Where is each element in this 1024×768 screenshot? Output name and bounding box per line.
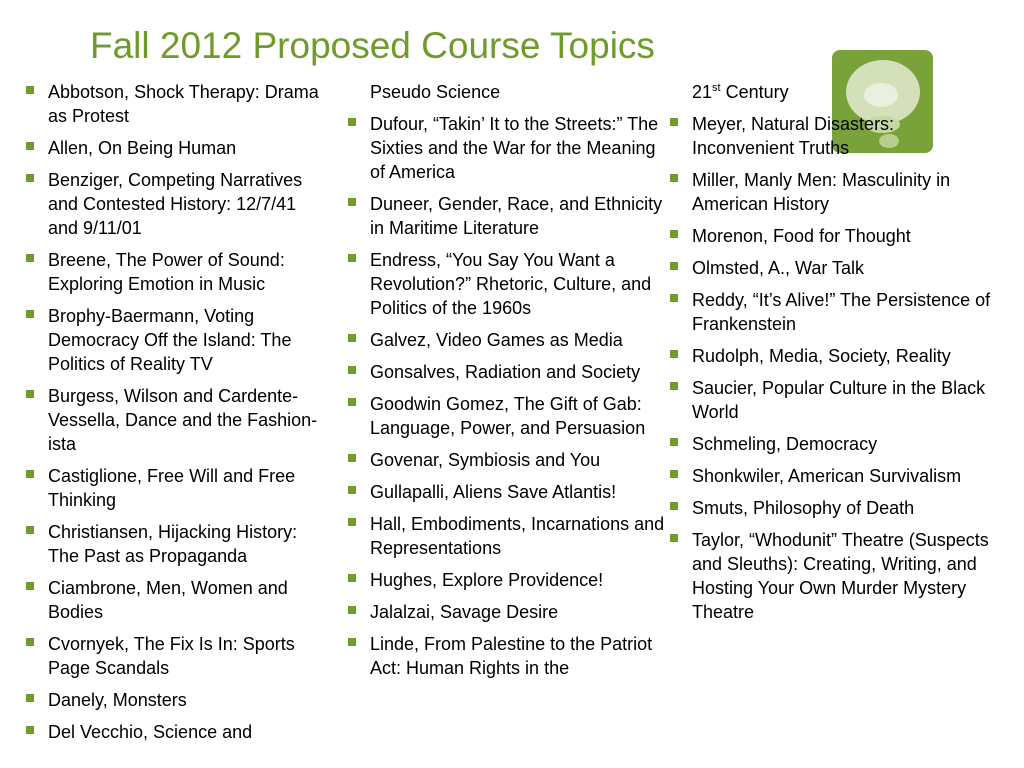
list-item-text: Rudolph, Media, Society, Reality: [692, 346, 951, 366]
list-item-text: Ciambrone, Men, Women and Bodies: [48, 578, 288, 622]
list-item: [26, 136, 331, 160]
square-bullet-icon: [348, 606, 356, 614]
list-item: [348, 512, 668, 560]
square-bullet-icon: [670, 118, 678, 126]
list-item-text: Dufour, “Takin’ It to the Streets:” The Sixties and the War for the Meaning of America: [370, 114, 659, 182]
continuation-text: Century: [720, 82, 789, 102]
square-bullet-icon: [348, 366, 356, 374]
square-bullet-icon: [348, 518, 356, 526]
list-item-text: Taylor, “Whodunit” Theatre (Suspects and Sleuths): Creating, Writing, and Hosting Your Own Murder Mystery Theatre: [692, 530, 989, 622]
century-number: 21: [692, 82, 713, 102]
list-item: [26, 720, 331, 744]
list-item: [26, 384, 331, 456]
square-bullet-icon: [26, 254, 34, 262]
square-bullet-icon: [26, 86, 34, 94]
list-item: [348, 632, 668, 680]
list-item-text: Reddy, “It’s Alive!” The Persistence of Frankenstein: [692, 290, 991, 334]
square-bullet-icon: [348, 118, 356, 126]
square-bullet-icon: [26, 638, 34, 646]
square-bullet-icon: [26, 726, 34, 734]
list-item-continuation: [670, 80, 1000, 104]
list-item: [348, 600, 668, 624]
list-item: [670, 376, 1000, 424]
list-item-text: Galvez, Video Games as Media: [370, 330, 623, 350]
list-item: [348, 568, 668, 592]
list-item-text: Christiansen, Hijacking History: The Past as Propaganda: [48, 522, 298, 566]
square-bullet-icon: [26, 470, 34, 478]
list-item: [348, 192, 668, 240]
list-item-text: Jalalzai, Savage Desire: [370, 602, 559, 622]
list-item-text: Saucier, Popular Culture in the Black World: [692, 378, 986, 422]
list-item: [348, 360, 668, 384]
square-bullet-icon: [670, 382, 678, 390]
list-item: [670, 344, 1000, 368]
list-item-text: Linde, From Palestine to the Patriot Act: Human Rights in the: [370, 634, 653, 678]
list-item-text: Endress, “You Say You Want a Revolution?” Rhetoric, Culture, and Politics of the 1960s: [370, 250, 652, 318]
list-item-text: Shonkwiler, American Survivalism: [692, 466, 962, 486]
list-item: [348, 392, 668, 440]
list-item-text: Benziger, Competing Narratives and Contested History: 12/7/41 and 9/11/01: [48, 170, 303, 238]
square-bullet-icon: [348, 334, 356, 342]
ordinal-suffix: st: [712, 82, 721, 94]
list-item: [26, 248, 331, 296]
list-item-text: Gonsalves, Radiation and Society: [370, 362, 641, 382]
square-bullet-icon: [348, 486, 356, 494]
list-item: [26, 632, 331, 680]
square-bullet-icon: [670, 502, 678, 510]
square-bullet-icon: [670, 534, 678, 542]
square-bullet-icon: [348, 398, 356, 406]
topic-column-1: [26, 80, 331, 752]
list-item-text: Smuts, Philosophy of Death: [692, 498, 915, 518]
square-bullet-icon: [670, 174, 678, 182]
square-bullet-icon: [348, 454, 356, 462]
list-item-text: Danely, Monsters: [48, 690, 187, 710]
square-bullet-icon: [26, 694, 34, 702]
list-item: [670, 432, 1000, 456]
square-bullet-icon: [26, 142, 34, 150]
list-item: [670, 168, 1000, 216]
square-bullet-icon: [670, 470, 678, 478]
list-item-text: Miller, Manly Men: Masculinity in American History: [692, 170, 951, 214]
list-item: [26, 520, 331, 568]
list-item: [670, 496, 1000, 520]
list-item: [348, 112, 668, 184]
list-item: [670, 464, 1000, 488]
list-item: [670, 224, 1000, 248]
square-bullet-icon: [26, 390, 34, 398]
slide-title: Fall 2012 Proposed Course Topics: [90, 25, 655, 66]
list-item: [348, 248, 668, 320]
list-item-text: Allen, On Being Human: [48, 138, 237, 158]
list-item-text: Cvornyek, The Fix Is In: Sports Page Scandals: [48, 634, 295, 678]
list-item-text: Brophy-Baermann, Voting Democracy Off the Island: The Politics of Reality TV: [48, 306, 292, 374]
square-bullet-icon: [670, 294, 678, 302]
list-item-continuation: Pseudo Science: [370, 82, 501, 102]
topic-column-2: [348, 80, 668, 688]
square-bullet-icon: [348, 198, 356, 206]
list-item: [348, 480, 668, 504]
list-item: [670, 288, 1000, 336]
list-item-text: Burgess, Wilson and Cardente-Vessella, Dance and the Fashion-ista: [48, 386, 318, 454]
list-item-text: Goodwin Gomez, The Gift of Gab: Language, Power, and Persuasion: [370, 394, 646, 438]
list-item: [26, 168, 331, 240]
square-bullet-icon: [670, 262, 678, 270]
square-bullet-icon: [26, 310, 34, 318]
list-item: [348, 328, 668, 352]
list-item: [670, 528, 1000, 624]
square-bullet-icon: [26, 526, 34, 534]
list-item-text: Del Vecchio, Science and: [48, 722, 253, 742]
list-item-text: Gullapalli, Aliens Save Atlantis!: [370, 482, 617, 502]
square-bullet-icon: [26, 174, 34, 182]
square-bullet-icon: [348, 574, 356, 582]
list-item: [26, 304, 331, 376]
list-item: [26, 464, 331, 512]
square-bullet-icon: [670, 438, 678, 446]
list-item-text: Hall, Embodiments, Incarnations and Representations: [370, 514, 665, 558]
list-item: [670, 112, 1000, 160]
list-item: [670, 256, 1000, 280]
list-item-text: Morenon, Food for Thought: [692, 226, 911, 246]
list-item: [26, 576, 331, 624]
list-item: [348, 448, 668, 472]
list-item-text: Abbotson, Shock Therapy: Drama as Protest: [48, 82, 319, 126]
list-item-text: Hughes, Explore Providence!: [370, 570, 604, 590]
square-bullet-icon: [348, 254, 356, 262]
list-item-text: Castiglione, Free Will and Free Thinking: [48, 466, 296, 510]
list-item: [26, 80, 331, 128]
list-item-text: Meyer, Natural Disasters: Inconvenient Truths: [692, 114, 895, 158]
list-item-text: Breene, The Power of Sound: Exploring Emotion in Music: [48, 250, 285, 294]
list-item-text: Govenar, Symbiosis and You: [370, 450, 601, 470]
list-item-text: Duneer, Gender, Race, and Ethnicity in Maritime Literature: [370, 194, 663, 238]
list-item: [26, 688, 331, 712]
topic-column-3: [670, 80, 1000, 632]
square-bullet-icon: [670, 350, 678, 358]
list-item-text: Schmeling, Democracy: [692, 434, 878, 454]
list-item-text: Olmsted, A., War Talk: [692, 258, 865, 278]
square-bullet-icon: [26, 582, 34, 590]
square-bullet-icon: [348, 638, 356, 646]
square-bullet-icon: [670, 230, 678, 238]
